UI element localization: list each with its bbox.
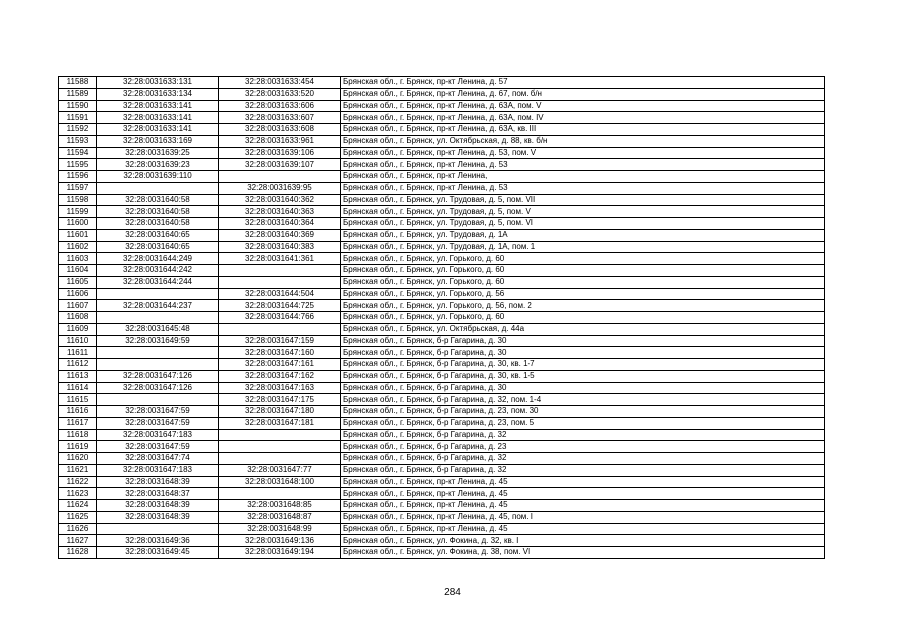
parcel-number-cell: 32:28:0031648:39 xyxy=(97,500,219,512)
address-cell: Брянская обл., г. Брянск, ул. Горького, д. 60 xyxy=(341,276,825,288)
address-cell: Брянская обл., г. Брянск, ул. Октябрьская, д. 44а xyxy=(341,323,825,335)
object-number-cell: 32:28:0031633:454 xyxy=(219,77,341,89)
row-number-cell: 11612 xyxy=(59,359,97,371)
page-number: 284 xyxy=(444,587,461,598)
table-row xyxy=(59,265,825,277)
object-number-cell: 32:28:0031644:504 xyxy=(219,288,341,300)
table-row xyxy=(59,323,825,335)
object-number-cell: 32:28:0031648:99 xyxy=(219,523,341,535)
address-cell: Брянская обл., г. Брянск, б-р Гагарина, д. 30, кв. 1-7 xyxy=(341,359,825,371)
object-number-cell xyxy=(219,488,341,500)
object-number-cell xyxy=(219,453,341,465)
object-number-cell: 32:28:0031647:175 xyxy=(219,394,341,406)
table-row xyxy=(59,488,825,500)
row-number-cell: 11623 xyxy=(59,488,97,500)
object-number-cell: 32:28:0031647:162 xyxy=(219,370,341,382)
parcel-number-cell xyxy=(97,523,219,535)
row-number-cell: 11628 xyxy=(59,547,97,559)
address-cell: Брянская обл., г. Брянск, ул. Горького, д. 60 xyxy=(341,312,825,324)
row-number-cell: 11624 xyxy=(59,500,97,512)
parcel-number-cell: 32:28:0031648:37 xyxy=(97,488,219,500)
row-number-cell: 11627 xyxy=(59,535,97,547)
row-number-cell: 11602 xyxy=(59,241,97,253)
parcel-number-cell: 32:28:0031640:58 xyxy=(97,194,219,206)
table-row xyxy=(59,229,825,241)
address-cell: Брянская обл., г. Брянск, ул. Трудовая, д. 5, пом. V xyxy=(341,206,825,218)
table-row xyxy=(59,253,825,265)
table-row xyxy=(59,359,825,371)
parcel-number-cell: 32:28:0031647:126 xyxy=(97,370,219,382)
table-row xyxy=(59,135,825,147)
object-number-cell: 32:28:0031640:383 xyxy=(219,241,341,253)
address-cell: Брянская обл., г. Брянск, ул. Трудовая, д. 5, пом. VII xyxy=(341,194,825,206)
table-row xyxy=(59,124,825,136)
parcel-number-cell xyxy=(97,312,219,324)
row-number-cell: 11608 xyxy=(59,312,97,324)
row-number-cell: 11614 xyxy=(59,382,97,394)
parcel-number-cell: 32:28:0031633:141 xyxy=(97,124,219,136)
address-cell: Брянская обл., г. Брянск, б-р Гагарина, д. 32 xyxy=(341,464,825,476)
object-number-cell: 32:28:0031647:159 xyxy=(219,335,341,347)
table-row xyxy=(59,500,825,512)
parcel-number-cell: 32:28:0031647:183 xyxy=(97,464,219,476)
object-number-cell: 32:28:0031640:364 xyxy=(219,218,341,230)
row-number-cell: 11605 xyxy=(59,276,97,288)
address-cell: Брянская обл., г. Брянск, пр-кт Ленина, д. 63А, пом. V xyxy=(341,100,825,112)
table-row xyxy=(59,511,825,523)
row-number-cell: 11594 xyxy=(59,147,97,159)
table-row xyxy=(59,312,825,324)
object-number-cell: 32:28:0031633:608 xyxy=(219,124,341,136)
object-number-cell: 32:28:0031648:85 xyxy=(219,500,341,512)
object-number-cell xyxy=(219,323,341,335)
address-cell: Брянская обл., г. Брянск, б-р Гагарина, д. 30 xyxy=(341,382,825,394)
parcel-number-cell: 32:28:0031648:39 xyxy=(97,476,219,488)
parcel-number-cell xyxy=(97,394,219,406)
registry-table xyxy=(58,76,825,559)
row-number-cell: 11611 xyxy=(59,347,97,359)
parcel-number-cell: 32:28:0031647:74 xyxy=(97,453,219,465)
row-number-cell: 11588 xyxy=(59,77,97,89)
object-number-cell: 32:28:0031647:180 xyxy=(219,406,341,418)
table-row xyxy=(59,100,825,112)
address-cell: Брянская обл., г. Брянск, ул. Горького, д. 56, пом. 2 xyxy=(341,300,825,312)
address-cell: Брянская обл., г. Брянск, ул. Горького, д. 60 xyxy=(341,253,825,265)
table-row xyxy=(59,464,825,476)
table-row xyxy=(59,335,825,347)
object-number-cell: 32:28:0031633:606 xyxy=(219,100,341,112)
parcel-number-cell: 32:28:0031644:249 xyxy=(97,253,219,265)
object-number-cell xyxy=(219,441,341,453)
parcel-number-cell: 32:28:0031647:59 xyxy=(97,441,219,453)
object-number-cell xyxy=(219,429,341,441)
table-row xyxy=(59,347,825,359)
object-number-cell: 32:28:0031641:361 xyxy=(219,253,341,265)
address-cell: Брянская обл., г. Брянск, пр-кт Ленина, д. 63А, пом. IV xyxy=(341,112,825,124)
address-cell: Брянская обл., г. Брянск, б-р Гагарина, д. 32 xyxy=(341,429,825,441)
table-row xyxy=(59,77,825,89)
object-number-cell: 32:28:0031640:362 xyxy=(219,194,341,206)
parcel-number-cell xyxy=(97,288,219,300)
row-number-cell: 11609 xyxy=(59,323,97,335)
row-number-cell: 11597 xyxy=(59,182,97,194)
row-number-cell: 11617 xyxy=(59,417,97,429)
parcel-number-cell: 32:28:0031649:59 xyxy=(97,335,219,347)
table-row xyxy=(59,276,825,288)
address-cell: Брянская обл., г. Брянск, пр-кт Ленина, д. 63А, кв. III xyxy=(341,124,825,136)
table-row xyxy=(59,159,825,171)
row-number-cell: 11616 xyxy=(59,406,97,418)
row-number-cell: 11599 xyxy=(59,206,97,218)
parcel-number-cell: 32:28:0031644:242 xyxy=(97,265,219,277)
parcel-number-cell: 32:28:0031639:110 xyxy=(97,171,219,183)
object-number-cell: 32:28:0031640:363 xyxy=(219,206,341,218)
object-number-cell: 32:28:0031647:77 xyxy=(219,464,341,476)
object-number-cell: 32:28:0031633:607 xyxy=(219,112,341,124)
address-cell: Брянская обл., г. Брянск, пр-кт Ленина, д. 57 xyxy=(341,77,825,89)
row-number-cell: 11606 xyxy=(59,288,97,300)
row-number-cell: 11600 xyxy=(59,218,97,230)
object-number-cell xyxy=(219,265,341,277)
table-row xyxy=(59,453,825,465)
object-number-cell: 32:28:0031640:369 xyxy=(219,229,341,241)
table-row xyxy=(59,206,825,218)
parcel-number-cell: 32:28:0031647:59 xyxy=(97,406,219,418)
parcel-number-cell: 32:28:0031639:23 xyxy=(97,159,219,171)
table-row xyxy=(59,441,825,453)
object-number-cell: 32:28:0031648:87 xyxy=(219,511,341,523)
address-cell: Брянская обл., г. Брянск, ул. Трудовая, д. 1А xyxy=(341,229,825,241)
parcel-number-cell: 32:28:0031647:126 xyxy=(97,382,219,394)
table-row xyxy=(59,370,825,382)
table-row xyxy=(59,429,825,441)
row-number-cell: 11610 xyxy=(59,335,97,347)
address-cell: Брянская обл., г. Брянск, б-р Гагарина, д. 23, пом. 5 xyxy=(341,417,825,429)
address-cell: Брянская обл., г. Брянск, пр-кт Ленина, д. 45, пом. I xyxy=(341,511,825,523)
parcel-number-cell: 32:28:0031644:237 xyxy=(97,300,219,312)
parcel-number-cell: 32:28:0031649:45 xyxy=(97,547,219,559)
row-number-cell: 11622 xyxy=(59,476,97,488)
parcel-number-cell: 32:28:0031633:141 xyxy=(97,112,219,124)
table-row xyxy=(59,88,825,100)
row-number-cell: 11593 xyxy=(59,135,97,147)
parcel-number-cell: 32:28:0031633:131 xyxy=(97,77,219,89)
table-row xyxy=(59,182,825,194)
table-row xyxy=(59,382,825,394)
address-cell: Брянская обл., г. Брянск, ул. Горького, д. 56 xyxy=(341,288,825,300)
table-row xyxy=(59,300,825,312)
object-number-cell xyxy=(219,171,341,183)
table-row xyxy=(59,535,825,547)
table-row xyxy=(59,147,825,159)
row-number-cell: 11625 xyxy=(59,511,97,523)
parcel-number-cell: 32:28:0031648:39 xyxy=(97,511,219,523)
address-cell: Брянская обл., г. Брянск, пр-кт Ленина, д. 45 xyxy=(341,488,825,500)
address-cell: Брянская обл., г. Брянск, пр-кт Ленина, xyxy=(341,171,825,183)
object-number-cell: 32:28:0031633:961 xyxy=(219,135,341,147)
object-number-cell: 32:28:0031633:520 xyxy=(219,88,341,100)
object-number-cell: 32:28:0031639:107 xyxy=(219,159,341,171)
object-number-cell: 32:28:0031649:136 xyxy=(219,535,341,547)
parcel-number-cell: 32:28:0031647:59 xyxy=(97,417,219,429)
parcel-number-cell: 32:28:0031640:65 xyxy=(97,229,219,241)
parcel-number-cell: 32:28:0031639:25 xyxy=(97,147,219,159)
parcel-number-cell: 32:28:0031644:244 xyxy=(97,276,219,288)
object-number-cell: 32:28:0031647:161 xyxy=(219,359,341,371)
address-cell: Брянская обл., г. Брянск, ул. Октябрьская, д. 88, кв. б/н xyxy=(341,135,825,147)
address-cell: Брянская обл., г. Брянск, б-р Гагарина, д. 32, пом. 1-4 xyxy=(341,394,825,406)
row-number-cell: 11595 xyxy=(59,159,97,171)
parcel-number-cell: 32:28:0031649:36 xyxy=(97,535,219,547)
table-row xyxy=(59,288,825,300)
parcel-number-cell: 32:28:0031633:169 xyxy=(97,135,219,147)
row-number-cell: 11613 xyxy=(59,370,97,382)
registry-table-body xyxy=(59,77,825,559)
object-number-cell: 32:28:0031647:163 xyxy=(219,382,341,394)
parcel-number-cell: 32:28:0031640:65 xyxy=(97,241,219,253)
parcel-number-cell xyxy=(97,182,219,194)
object-number-cell: 32:28:0031639:106 xyxy=(219,147,341,159)
address-cell: Брянская обл., г. Брянск, ул. Фокина, д. 38, пом. VI xyxy=(341,547,825,559)
address-cell: Брянская обл., г. Брянск, б-р Гагарина, д. 32 xyxy=(341,453,825,465)
row-number-cell: 11592 xyxy=(59,124,97,136)
parcel-number-cell xyxy=(97,347,219,359)
row-number-cell: 11615 xyxy=(59,394,97,406)
address-cell: Брянская обл., г. Брянск, пр-кт Ленина, д. 53, пом. V xyxy=(341,147,825,159)
object-number-cell: 32:28:0031639:95 xyxy=(219,182,341,194)
parcel-number-cell: 32:28:0031640:58 xyxy=(97,218,219,230)
row-number-cell: 11604 xyxy=(59,265,97,277)
parcel-number-cell: 32:28:0031633:134 xyxy=(97,88,219,100)
row-number-cell: 11618 xyxy=(59,429,97,441)
table-row xyxy=(59,112,825,124)
address-cell: Брянская обл., г. Брянск, ул. Горького, д. 60 xyxy=(341,265,825,277)
object-number-cell xyxy=(219,276,341,288)
row-number-cell: 11626 xyxy=(59,523,97,535)
table-row xyxy=(59,241,825,253)
address-cell: Брянская обл., г. Брянск, пр-кт Ленина, д. 53 xyxy=(341,182,825,194)
address-cell: Брянская обл., г. Брянск, б-р Гагарина, д. 23 xyxy=(341,441,825,453)
object-number-cell: 32:28:0031648:100 xyxy=(219,476,341,488)
address-cell: Брянская обл., г. Брянск, б-р Гагарина, д. 30 xyxy=(341,335,825,347)
address-cell: Брянская обл., г. Брянск, ул. Фокина, д. 32, кв. I xyxy=(341,535,825,547)
object-number-cell: 32:28:0031649:194 xyxy=(219,547,341,559)
address-cell: Брянская обл., г. Брянск, ул. Трудовая, д. 5, пом. VI xyxy=(341,218,825,230)
address-cell: Брянская обл., г. Брянск, ул. Трудовая, д. 1А, пом. 1 xyxy=(341,241,825,253)
row-number-cell: 11619 xyxy=(59,441,97,453)
object-number-cell: 32:28:0031647:160 xyxy=(219,347,341,359)
address-cell: Брянская обл., г. Брянск, пр-кт Ленина, д. 67, пом. б/н xyxy=(341,88,825,100)
address-cell: Брянская обл., г. Брянск, пр-кт Ленина, д. 45 xyxy=(341,500,825,512)
address-cell: Брянская обл., г. Брянск, б-р Гагарина, д. 30, кв. 1-5 xyxy=(341,370,825,382)
row-number-cell: 11590 xyxy=(59,100,97,112)
row-number-cell: 11621 xyxy=(59,464,97,476)
object-number-cell: 32:28:0031644:766 xyxy=(219,312,341,324)
row-number-cell: 11603 xyxy=(59,253,97,265)
parcel-number-cell xyxy=(97,359,219,371)
table-row xyxy=(59,394,825,406)
address-cell: Брянская обл., г. Брянск, пр-кт Ленина, д. 53 xyxy=(341,159,825,171)
row-number-cell: 11596 xyxy=(59,171,97,183)
address-cell: Брянская обл., г. Брянск, пр-кт Ленина, д. 45 xyxy=(341,523,825,535)
table-row xyxy=(59,476,825,488)
row-number-cell: 11620 xyxy=(59,453,97,465)
parcel-number-cell: 32:28:0031647:183 xyxy=(97,429,219,441)
object-number-cell: 32:28:0031644:725 xyxy=(219,300,341,312)
table-row xyxy=(59,417,825,429)
row-number-cell: 11589 xyxy=(59,88,97,100)
parcel-number-cell: 32:28:0031640:58 xyxy=(97,206,219,218)
row-number-cell: 11607 xyxy=(59,300,97,312)
table-row xyxy=(59,171,825,183)
table-row xyxy=(59,194,825,206)
address-cell: Брянская обл., г. Брянск, пр-кт Ленина, д. 45 xyxy=(341,476,825,488)
table-row xyxy=(59,406,825,418)
table-row xyxy=(59,218,825,230)
parcel-number-cell: 32:28:0031645:48 xyxy=(97,323,219,335)
row-number-cell: 11598 xyxy=(59,194,97,206)
row-number-cell: 11601 xyxy=(59,229,97,241)
row-number-cell: 11591 xyxy=(59,112,97,124)
object-number-cell: 32:28:0031647:181 xyxy=(219,417,341,429)
table-row xyxy=(59,523,825,535)
address-cell: Брянская обл., г. Брянск, б-р Гагарина, д. 23, пом. 30 xyxy=(341,406,825,418)
parcel-number-cell: 32:28:0031633:141 xyxy=(97,100,219,112)
table-row xyxy=(59,547,825,559)
address-cell: Брянская обл., г. Брянск, б-р Гагарина, д. 30 xyxy=(341,347,825,359)
